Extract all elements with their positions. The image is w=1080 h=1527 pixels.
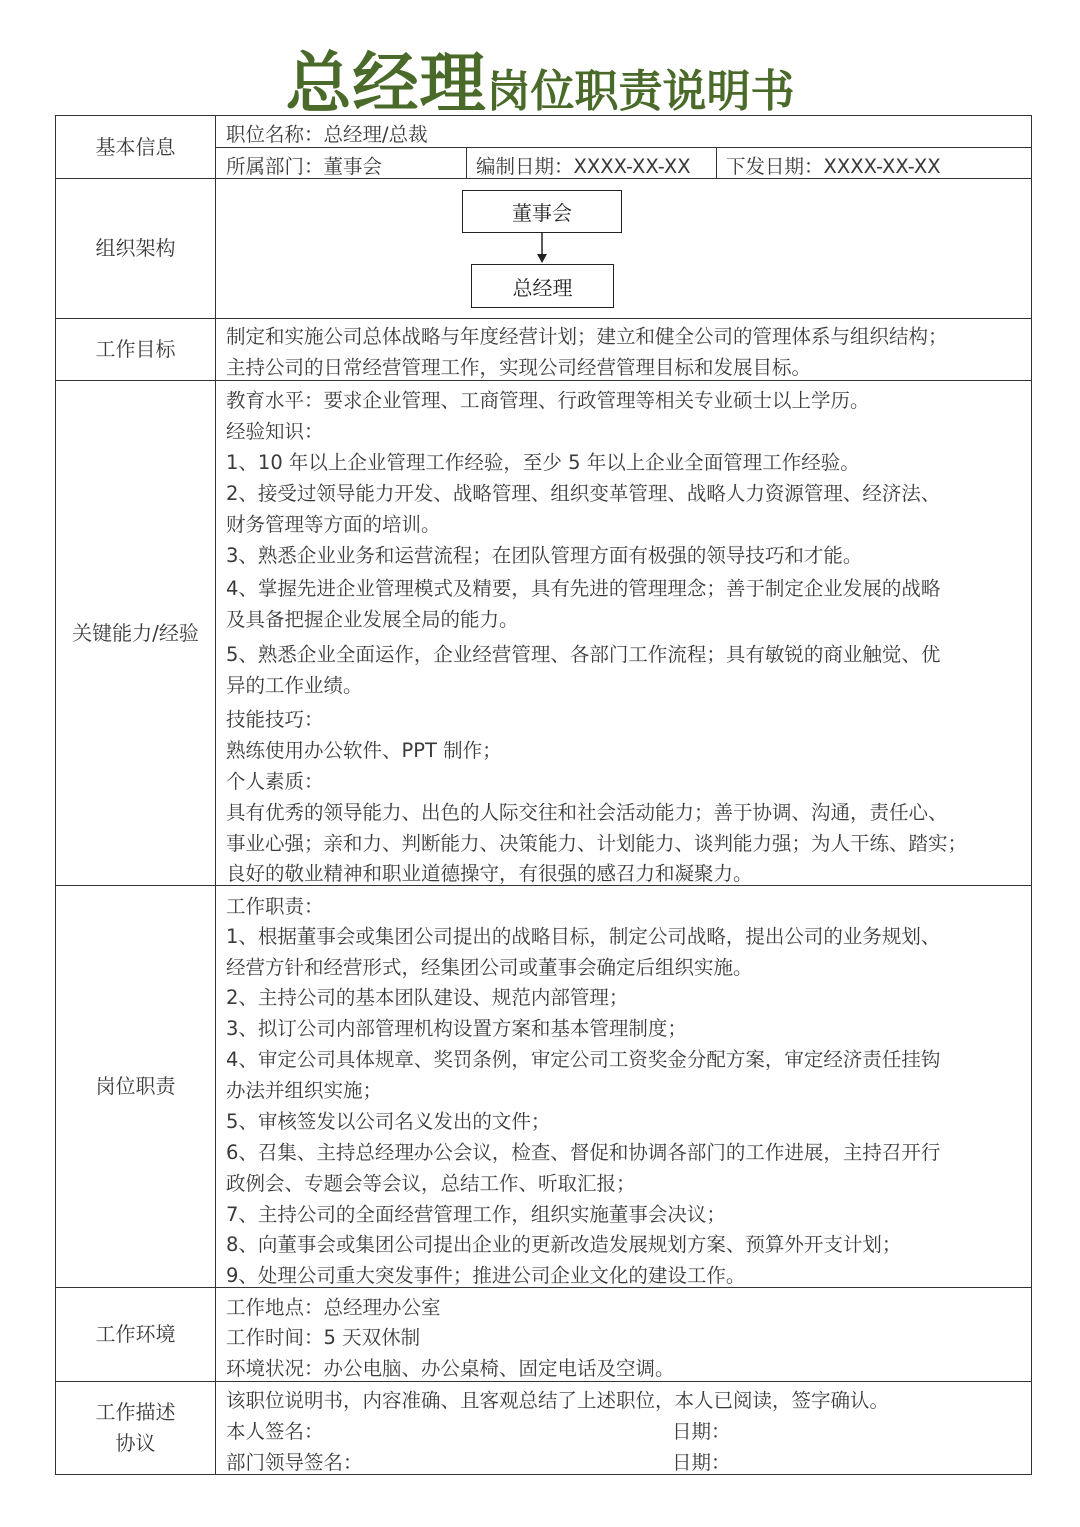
label-work-environment: 工作环境 (55, 1287, 216, 1382)
ability-line: 4、掌握先进企业管理模式及精要，具有先进的管理理念；善于制定企业发展的战略 (226, 577, 941, 600)
department: 所属部门：董事会 (226, 155, 383, 178)
ability-line: 具有优秀的领导能力、出色的人际交往和社会活动能力；善于协调、沟通，责任心、 (226, 801, 948, 824)
duty-line: 1、根据董事会或集团公司提出的战略目标，制定公司战略，提出公司的业务规划、 (226, 925, 941, 948)
org-arrow-icon (532, 232, 552, 264)
divider (215, 147, 1032, 148)
ability-line: 教育水平：要求企业管理、工商管理、行政管理等相关专业硕士以上学历。 (226, 389, 870, 412)
leader-signature-label: 部门领导签名： (226, 1451, 363, 1474)
ability-line: 及具备把握企业发展全局的能力。 (226, 608, 519, 631)
ability-line: 经验知识： (226, 420, 324, 443)
self-signature-label: 本人签名： (226, 1420, 324, 1443)
compile-date: 编制日期：XXXX-XX-XX (476, 155, 691, 178)
env-line: 环境状况：办公电脑、办公桌椅、固定电话及空调。 (226, 1357, 675, 1380)
ability-line: 3、熟悉企业业务和运营流程；在团队管理方面有极强的领导技巧和才能。 (226, 544, 863, 567)
ability-line: 良好的敬业精神和职业道德操守，有很强的感召力和凝聚力。 (226, 862, 753, 885)
leader-date-label: 日期： (672, 1451, 731, 1474)
duty-line: 5、审核签发以公司名义发出的文件； (226, 1110, 551, 1133)
label-work-goal: 工作目标 (55, 318, 216, 381)
divider (466, 147, 467, 179)
label-key-ability: 关键能力/经验 (55, 380, 216, 886)
duty-line: 工作职责： (226, 895, 324, 918)
label-agreement: 工作描述协议 (55, 1381, 216, 1475)
duty-line: 2、主持公司的基本团队建设、规范内部管理； (226, 986, 629, 1009)
duty-line: 3、拟订公司内部管理机构设置方案和基本管理制度； (226, 1017, 687, 1040)
org-box-board: 董事会 (462, 190, 622, 233)
org-box-general-manager: 总经理 (471, 264, 614, 308)
ability-line: 异的工作业绩。 (226, 674, 363, 697)
document-title (0, 30, 1080, 125)
ability-line: 个人素质： (226, 770, 324, 793)
duty-line: 7、主持公司的全面经营管理工作，组织实施董事会决议； (226, 1203, 726, 1226)
goal-line: 制定和实施公司总体战略与年度经营计划；建立和健全公司的管理体系与组织结构； (226, 325, 948, 348)
ability-line: 2、接受过领导能力开发、战略管理、组织变革管理、战略人力资源管理、经济法、 (226, 482, 941, 505)
label-org-structure: 组织架构 (55, 178, 216, 319)
ability-line: 5、熟悉企业全面运作，企业经营管理、各部门工作流程；具有敏锐的商业触觉、优 (226, 643, 941, 666)
duty-line: 6、召集、主持总经理办公会议，检查、督促和协调各部门的工作进展，主持召开行 (226, 1141, 941, 1164)
ability-line: 熟练使用办公软件、PPT 制作； (226, 739, 502, 762)
ability-line: 技能技巧： (226, 708, 324, 731)
goal-line: 主持公司的日常经营管理工作，实现公司经营管理目标和发展目标。 (226, 356, 812, 379)
env-line: 工作地点：总经理办公室 (226, 1296, 441, 1319)
agreement-statement: 该职位说明书，内容准确、且客观总结了上述职位，本人已阅读，签字确认。 (226, 1389, 890, 1412)
duty-line: 9、处理公司重大突发事件；推进公司企业文化的建设工作。 (226, 1264, 746, 1287)
self-date-label: 日期： (672, 1420, 731, 1443)
duty-line: 8、向董事会或集团公司提出企业的更新改造发展规划方案、预算外开支计划； (226, 1233, 902, 1256)
duty-line: 4、审定公司具体规章、奖罚条例，审定公司工资奖金分配方案，审定经济责任挂钩 (226, 1048, 941, 1071)
ability-line: 财务管理等方面的培训。 (226, 513, 441, 536)
divider (716, 147, 717, 179)
label-basic-info: 基本信息 (55, 115, 216, 179)
duty-line: 经营方针和经营形式，经集团公司或董事会确定后组织实施。 (226, 956, 753, 979)
org-chart-cell (215, 178, 1032, 319)
env-line: 工作时间：5 天双休制 (226, 1326, 421, 1349)
duty-line: 办法并组织实施； (226, 1079, 383, 1102)
ability-line: 事业心强；亲和力、判断能力、决策能力、计划能力、谈判能力强；为人干练、踏实； (226, 832, 968, 855)
position-name: 职位名称：总经理/总裁 (226, 123, 428, 146)
ability-line: 1、10 年以上企业管理工作经验，至少 5 年以上企业全面管理工作经验。 (226, 451, 860, 474)
title-main: 总经理 (285, 44, 487, 122)
label-duties: 岗位职责 (55, 885, 216, 1288)
title-sub: 岗位职责说明书 (486, 66, 795, 117)
duty-line: 政例会、专题会等会议，总结工作、听取汇报； (226, 1172, 636, 1195)
issue-date: 下发日期：XXXX-XX-XX (726, 155, 941, 178)
